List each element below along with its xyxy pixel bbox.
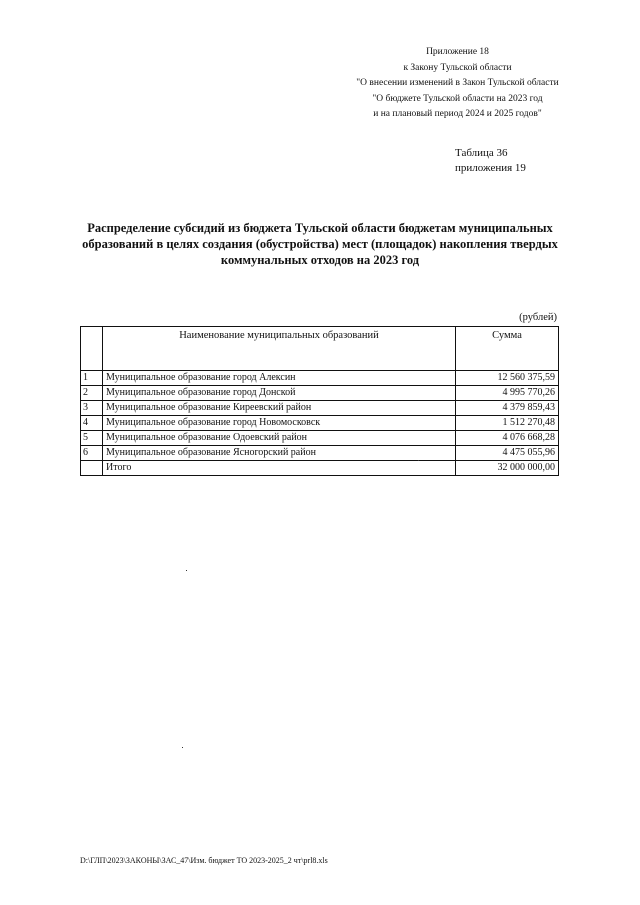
row-sum: 1 512 270,48 <box>456 416 559 431</box>
total-num-cell <box>81 461 103 476</box>
row-sum: 4 379 859,43 <box>456 401 559 416</box>
total-label: Итого <box>103 461 456 476</box>
table-ref-line-2: приложения 19 <box>455 162 526 174</box>
row-name: Муниципальное образование Одоевский район <box>103 431 456 446</box>
row-sum: 12 560 375,59 <box>456 371 559 386</box>
appendix-line-5: и на плановый период 2024 и 2025 годов" <box>373 109 542 119</box>
row-name: Муниципальное образование Ясногорский район <box>103 446 456 461</box>
row-number: 1 <box>81 371 103 386</box>
row-sum: 4 995 770,26 <box>456 386 559 401</box>
table-body <box>81 371 559 476</box>
scan-speck <box>418 460 419 461</box>
table-row <box>81 401 559 416</box>
table-row <box>81 371 559 386</box>
row-name: Муниципальное образование Киреевский район <box>103 401 456 416</box>
file-path-footer: D:\ГЛП\2023\ЗАКОНЫ\ЗАС_47\Изм. бюджет ТО 2023-2025_2 чт\prl8.xls <box>80 856 328 865</box>
total-sum: 32 000 000,00 <box>456 461 559 476</box>
header-name-cell: Наименование муниципальных образований <box>103 327 456 371</box>
scan-speck <box>186 570 187 571</box>
subsidy-table <box>80 326 559 476</box>
row-number: 5 <box>81 431 103 446</box>
row-name: Муниципальное образование город Донской <box>103 386 456 401</box>
table-header-row <box>81 327 559 371</box>
appendix-line-4: "О бюджете Тульской области на 2023 год <box>372 93 543 104</box>
table-row <box>81 386 559 401</box>
row-name: Муниципальное образование город Новомосковск <box>103 416 456 431</box>
scan-speck <box>182 747 183 748</box>
units-label: (рублей) <box>519 312 557 323</box>
appendix-line-1: Приложение 18 <box>426 47 489 57</box>
header-sum-cell: Сумма <box>456 327 559 371</box>
row-number: 2 <box>81 386 103 401</box>
table-ref-line-1: Таблица 36 <box>455 147 508 159</box>
row-sum: 4 475 055,96 <box>456 446 559 461</box>
appendix-line-3: "О внесении изменений в Закон Тульской области <box>356 78 559 88</box>
header-num-cell <box>81 327 103 371</box>
table-reference <box>455 146 526 176</box>
appendix-line-2: к Закону Тульской области <box>403 62 512 73</box>
table-row <box>81 446 559 461</box>
table-row <box>81 416 559 431</box>
appendix-header <box>330 45 585 123</box>
row-sum: 4 076 668,28 <box>456 431 559 446</box>
document-title: Распределение субсидий из бюджета Тульской области бюджетам муниципальных образований в целях создания (обустройства) мест (площадок) накопления твердых коммунальных отходов на 2023 год <box>82 221 558 267</box>
row-number: 6 <box>81 446 103 461</box>
row-number: 3 <box>81 401 103 416</box>
total-row <box>81 461 559 476</box>
row-name: Муниципальное образование город Алексин <box>103 371 456 386</box>
table-row <box>81 431 559 446</box>
row-number: 4 <box>81 416 103 431</box>
